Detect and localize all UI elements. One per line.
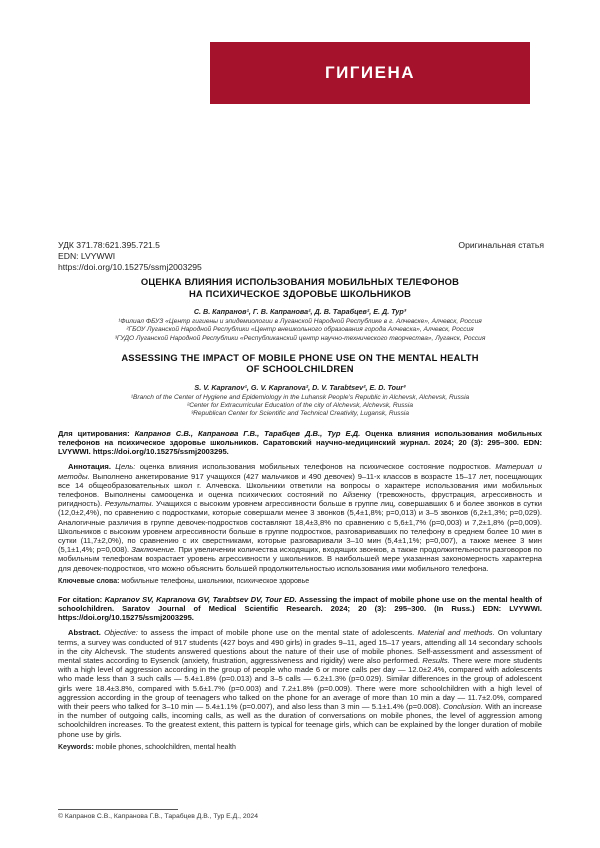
abstract-ru [58, 462, 542, 572]
abstract-ru-goal-label: Цель: [115, 462, 136, 472]
abstract-en-label: Abstract. [68, 628, 101, 638]
affiliation: ³Republican Center for Scientific and Technical Creativity, Lugansk, Russia [190, 410, 410, 418]
keywords-en [58, 744, 542, 751]
abstract-en-conclusion: With an increase in the number of outgoing calls, incoming calls, as well as the duration of conversations on mobile phones, the level of aggression among schoolchildren increases. To the greatest extent, this pattern is typical for teenage girls, which can be explained by the longer duration of mobile phone use by girls. [58, 702, 542, 739]
abstract-ru-methods: Выполнено анкетирование 917 учащихся (427 мальчиков и 490 девочек) 9–11-х классов в возрасте 15–17 лет, посещающих все 14 общеобразовательных школ г. Алчевска. Школьники ответили на вопросы о характере использования ими мобильных телефонов. Выполнены самооценка и оценка психических состояний по Айзенку (тревожность, фрустрация, агрессивность и ригидность). [58, 471, 542, 509]
title-en-line: ASSESSING THE IMPACT OF MOBILE PHONE USE ON THE MENTAL HEALTH [121, 351, 479, 363]
abstract-en-results-label: Results. [422, 656, 450, 666]
authors-ru: С. В. Капранов¹, Г. В. Капранова², Д. В. Тарабцев², Е. Д. Тур³ [193, 307, 407, 316]
title-en-line: OF SCHOOLCHILDREN [246, 363, 354, 375]
affiliation: ²ГБОУ Луганской Народной Республики «Центр внешкольного образования города Алчевска», Алчевск, Россия [126, 326, 474, 334]
abstract-en-methods: On voluntary terms, a survey was conducted of 917 students (427 boys and 490 girls) in grades 9–11, aged 15–17 years, attending all 14 secondary schools in the city Alchevsk. The students answered questions about the nature of their use of mobile phones. Self-assessment and assessment of mental states according to Eysenck (anxiety, frustration, aggressiveness and rigidity) were also performed. [58, 628, 542, 666]
abstract-ru-methods-label: Материал и методы. [58, 462, 542, 481]
edn-code: EDN: LVYWWI [58, 250, 116, 261]
abstract-en-methods-label: Material and methods. [417, 628, 495, 638]
title-ru-line: НА ПСИХИЧЕСКОЕ ЗДОРОВЬЕ ШКОЛЬНИКОВ [188, 287, 412, 299]
section-title: ГИГИЕНА [324, 63, 416, 82]
article-identifiers [58, 240, 202, 272]
title-ru-line: ОЦЕНКА ВЛИЯНИЯ ИСПОЛЬЗОВАНИЯ МОБИЛЬНЫХ ТЕЛЕФОНОВ [140, 276, 460, 287]
abstract-ru-results-label: Результаты. [104, 499, 154, 509]
keywords-ru [58, 578, 542, 585]
citation-en [58, 595, 542, 623]
abstract-ru-results: Учащихся с высоким уровнем агрессивности больше в группе лиц, совершавших 6 и более звонков в сутки (12,0±2,4%), по сравнению с подростками, которые совершали менее 3 звонков (5,4±1,8%; p=0,013) и 3–5 звонков (6,2±1,3%; p=0,029). Аналогичные различия в группе девочек-подростков составляют 18,4±3,8% по сравнению с 5,6±1,7% (p=0,003) и 7,2±1,8% (p=0,009). Школьников с высоким уровнем агрессивности больше в группе подростков, разговаривавших по телефону в среднем более 10 мин в сутки (11,7±2,0%), по сравнению с их сверстниками, которые разговаривали 3–10 мин (5,4±1,1%; p=0,007), а также менее 3 мин (5,1±1,4%; p=0,008). [58, 499, 542, 555]
abstract-en-objective-label: Objective: [104, 628, 138, 638]
abstract-ru-label: Аннотация. [68, 462, 111, 472]
citation-ru-authors: Капранов С.В., Капранова Г.В., Тарабцев Д.В., Тур Е.Д. [134, 428, 361, 438]
keywords-en-label: Keywords: [58, 743, 94, 751]
title-en [58, 352, 542, 375]
abstract-ru-conclusion-label: Заключение. [131, 545, 177, 555]
citation-en-text: Assessing the impact of mobile phone use on the mental health of schoolchildren. Saratov Journal of Medical Scientific Research. 2024; 20 (3): 295–300. (In Russ.) EDN: LVYWWI. https://doi.org/10.15275/ssmj2003295. [58, 594, 542, 623]
authors-en: S. V. Kapranov¹, G. V. Kapranova², D. V. Tarabtsev², E. D. Tour³ [194, 382, 406, 392]
abstract-en-results: There were more students with a high level of aggression according in the group of people who made 6 or more calls per day — 12.0±2.4%, compared with adolescents who made less than 3 such calls — 5.4±1.8% (p=0.013) and 3–5 calls — 6.2±1.3% (p=0.029). Similar differences in the group of adolescent girls were 18.4±3.8%, compared with 5.6±1.7% (p=0.003) and 7.2±1.8% (p=0.009). There were more schoolchildren with a high level of aggression according in the group of teenagers who talked on the phone for an average of more than 10 min a day — 11.7±2.0%, compared with their peers who talked for 3–10 min — 5.4±1.1% (p=0.007), and also less than 3 min — 5.1±1.4% (p=0.008). [58, 656, 542, 712]
citation-ru [58, 429, 542, 457]
keywords-ru-label: Ключевые слова: [58, 577, 120, 585]
affiliation: ¹Филиал ФБУЗ «Центр гигиены и эпидемиологии в Луганской Народной Республике в г. Алчевске», Алчевск, Россия [118, 318, 482, 325]
abstract-en-objective: to assess the impact of mobile phone use on the mental state of adolescents. [141, 628, 415, 638]
citation-en-authors: Kapranov SV, Kapranova GV, Tarabtsev DV, Tour ED. [104, 594, 297, 604]
doi-link[interactable]: https://doi.org/10.15275/ssmj2003295 [58, 261, 202, 272]
affiliation: ²Center for Extracurricular Education of the city of Alchevsk, Alchevsk, Russia [187, 402, 413, 410]
abstract-en-conclusion-label: Conclusion. [443, 702, 483, 712]
copyright-notice: © Капранов С.В., Капранова Г.В., Тарабцев Д.В., Тур Е.Д., 2024 [58, 813, 258, 820]
article-front-matter [58, 276, 542, 751]
affiliation: ³ГУДО Луганской Народной Республики «Республиканский центр научно-технического творчества», Луганск, Россия [114, 334, 486, 342]
article-type: Оригинальная статья [458, 240, 544, 250]
citation-en-label: For citation: [58, 594, 103, 604]
affiliations-en [58, 394, 542, 419]
abstract-ru-goal: оценка влияния использования мобильных телефонов на психическое состояние подростков. [139, 462, 491, 472]
affiliation: ¹Branch of the Center of Hygiene and Epidemiology in the Luhansk People’s Republic in Alchevsk, Alchevsk, Russia [130, 393, 470, 401]
section-banner [210, 42, 530, 104]
udc-code: УДК 371.78:621.395.721.5 [58, 240, 160, 250]
affiliations-ru [58, 318, 542, 343]
citation-ru-label: Для цитирования: [58, 428, 130, 438]
abstract-ru-conclusion: При увеличении количества исходящих, входящих звонков, а также продолжительности разговоров по мобильным телефонам возрастает уровень агрессивности у школьников. В наибольшей мере указанная закономерность характерна для девочек-подростков, что можно объяснить большей продолжительностью использования ими мобильного телефона. [58, 545, 542, 573]
abstract-en [58, 628, 542, 738]
keywords-ru-list: мобильные телефоны, школьники, психическое здоровье [121, 577, 310, 585]
title-ru [58, 276, 542, 299]
citation-ru-text: Оценка влияния использования мобильных телефонов на психическое здоровье школьников. Саратовский научно-медицинский журнал. 2024; 20 (3): 295–300. EDN: LVYWWI. https://doi.org/10.15275/ssmj2003295. [58, 428, 543, 457]
footer-divider [58, 809, 178, 810]
keywords-en-list: mobile phones, schoolchildren, mental health [95, 743, 236, 751]
